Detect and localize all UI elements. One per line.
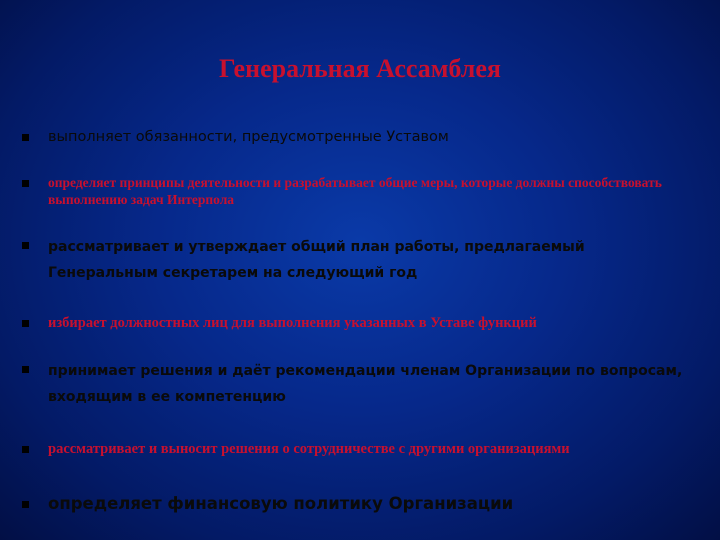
list-item-text: рассматривает и выносит решения о сотрудничестве с другими организациями bbox=[48, 441, 570, 457]
list-item-text: определяет принципы деятельности и разрабатывает общие меры, которые должны способствовать выполнению задач Интерпола bbox=[48, 175, 662, 207]
list-item-text: выполняет обязанности, предусмотренные Уставом bbox=[48, 129, 449, 145]
square-bullet-icon bbox=[22, 134, 29, 141]
list-item-text: рассматривает и утверждает общий план работы, предлагаемый Генеральным секретарем на следующий год bbox=[48, 239, 585, 281]
square-bullet-icon bbox=[22, 242, 29, 249]
square-bullet-icon bbox=[22, 501, 29, 508]
square-bullet-icon bbox=[22, 180, 29, 187]
square-bullet-icon bbox=[22, 366, 29, 373]
list-item-text: избирает должностных лиц для выполнения указанных в Уставе функций bbox=[48, 315, 537, 331]
slide-title: Генеральная Ассамблея bbox=[219, 54, 501, 83]
square-bullet-icon bbox=[22, 320, 29, 327]
square-bullet-icon bbox=[22, 446, 29, 453]
list-item-text: определяет финансовую политику Организации bbox=[48, 494, 514, 513]
list-item-text: принимает решения и даёт рекомендации членам Организации по вопросам, входящим в ее компетенцию bbox=[48, 363, 683, 405]
